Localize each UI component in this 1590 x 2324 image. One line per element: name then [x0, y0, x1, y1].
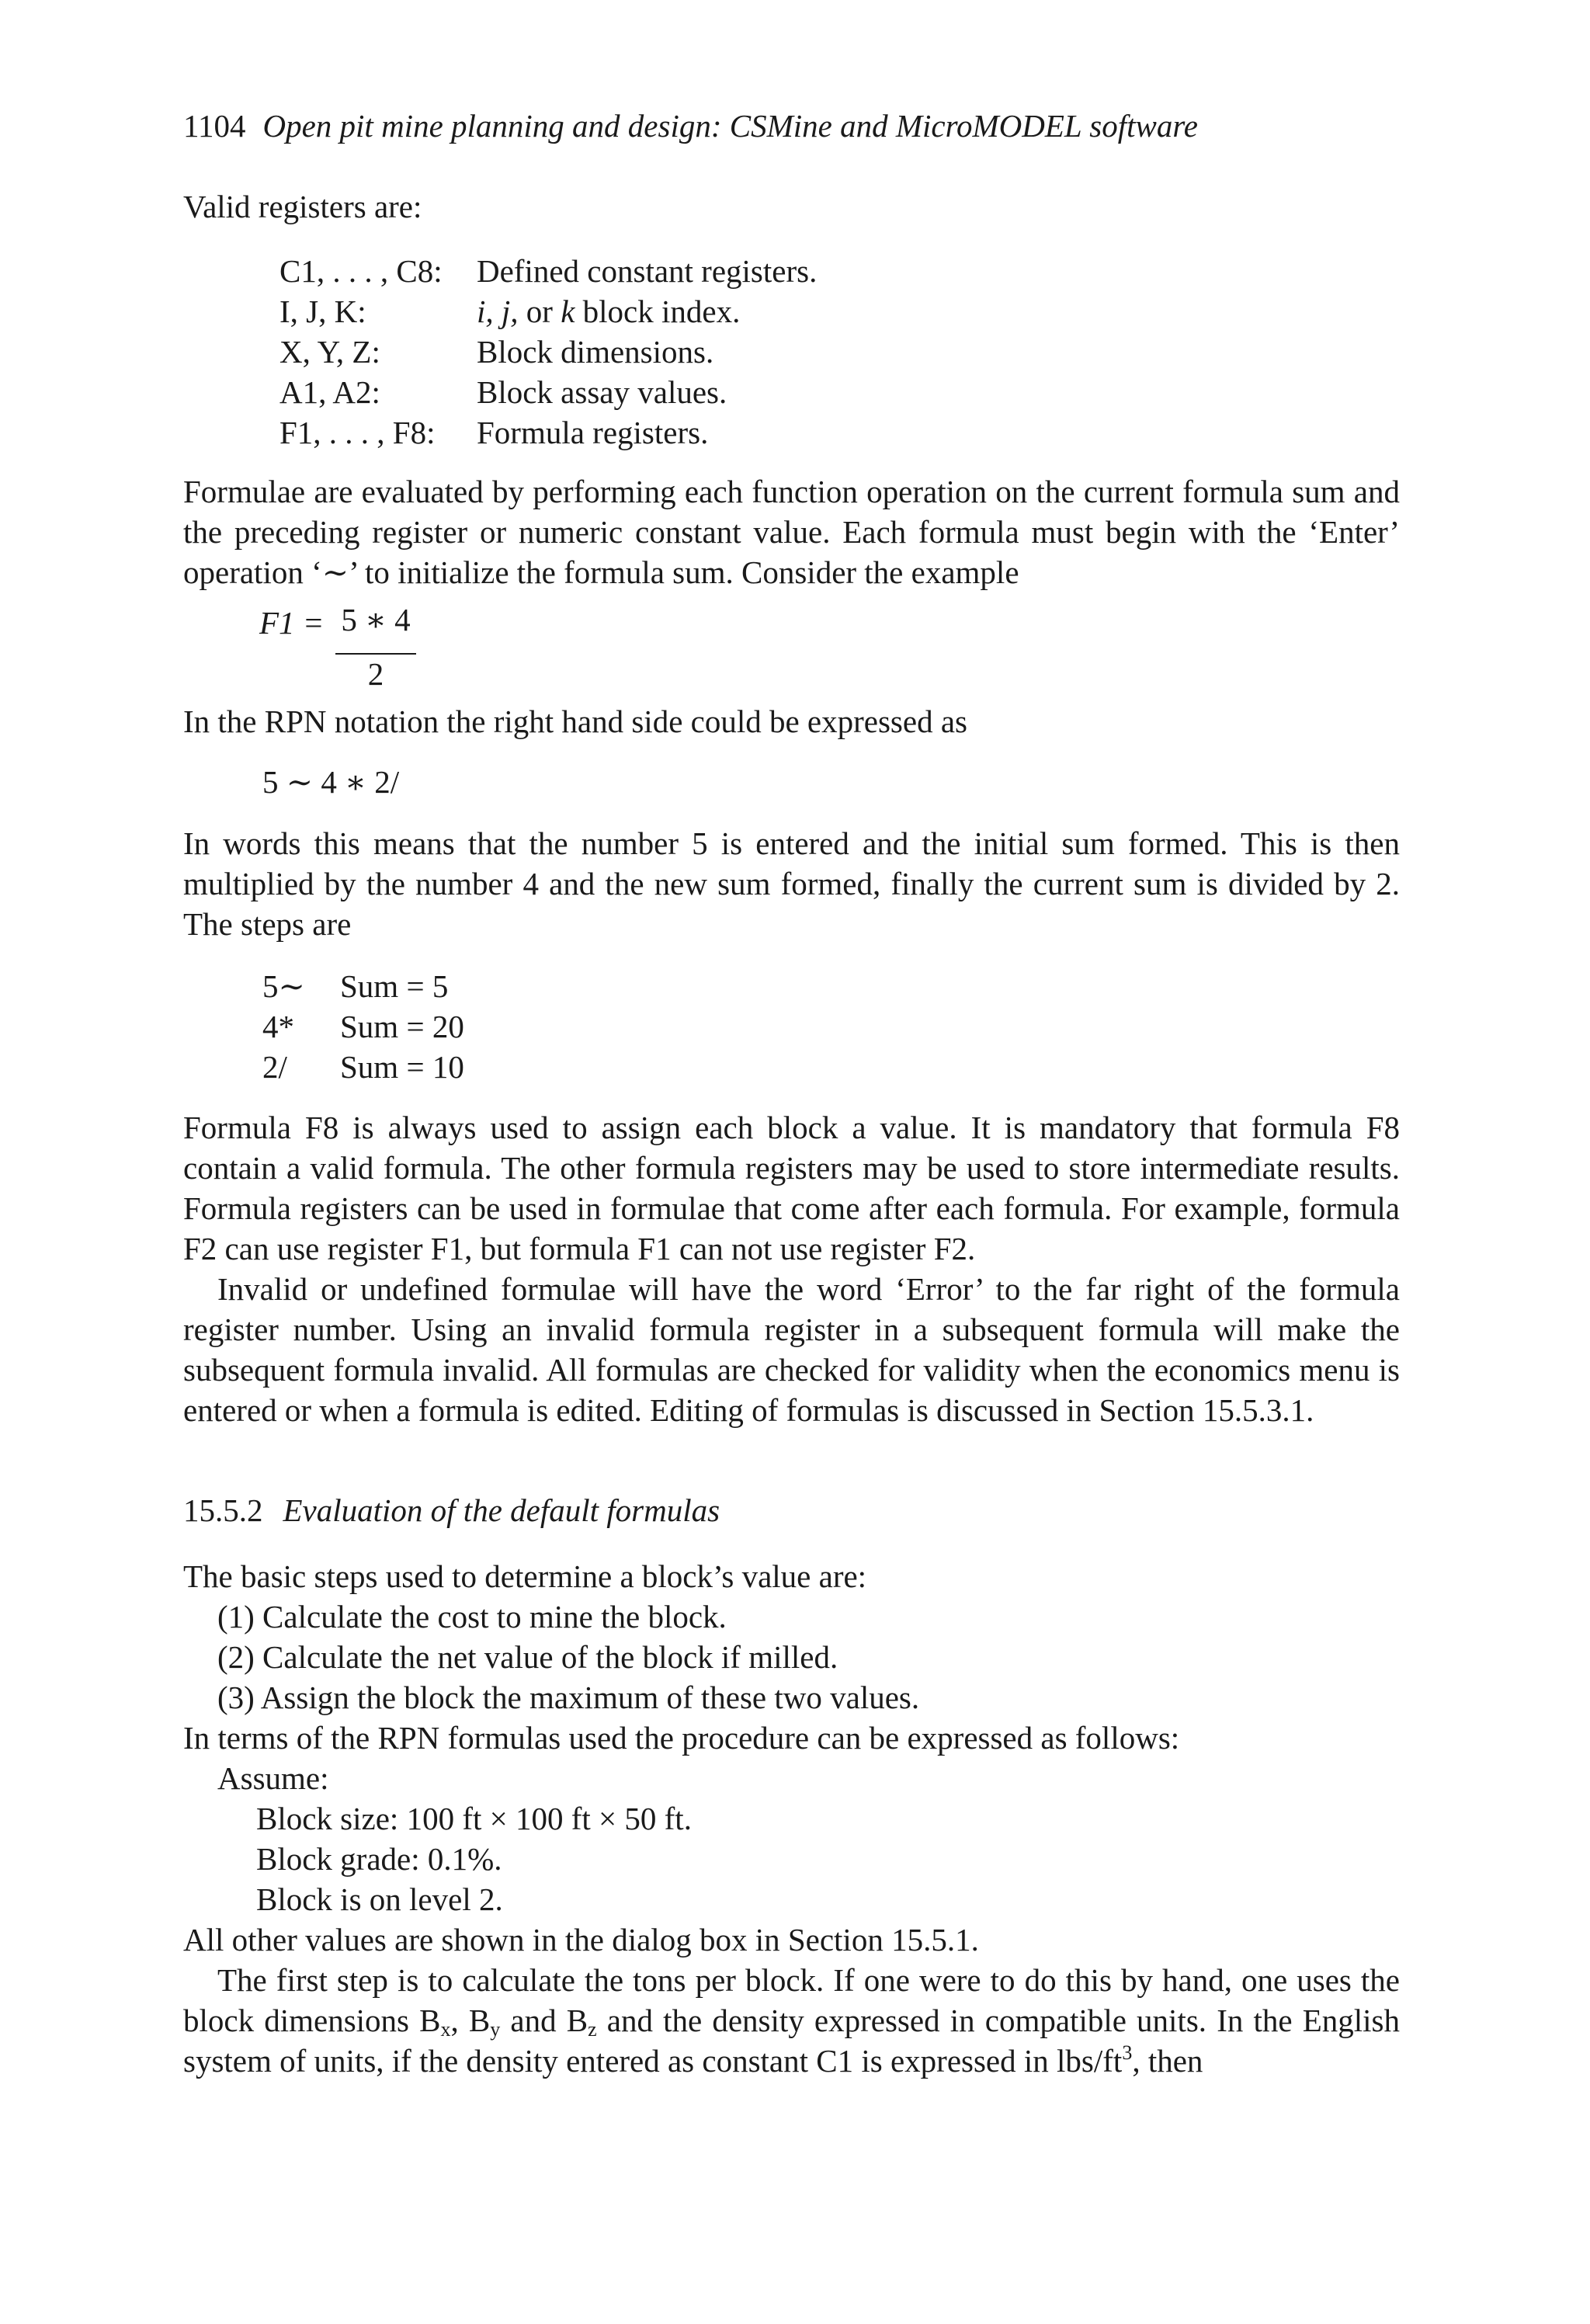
- paragraph-formula-evaluation: Formulae are evaluated by performing each function operation on the current formula sum and the preceding register or numeric constant value. Each formula must begin with the ‘Enter’ operation ‘∼’ to initialize the formula sum. Consider the example: [183, 474, 1400, 590]
- paragraph-tons-per-block: [183, 1960, 1400, 2081]
- section-number: 15.5.2: [183, 1492, 263, 1528]
- superscript-3: 3: [1122, 2041, 1133, 2064]
- section-title: Evaluation of the default formulas: [283, 1492, 720, 1528]
- register-desc: Block dimensions.: [477, 334, 714, 370]
- register-desc-k: k: [561, 294, 575, 329]
- register-key: C1, . . . , C8:: [279, 253, 443, 289]
- running-title: Open pit mine planning and design: CSMine and MicroMODEL software: [262, 108, 1198, 144]
- basic-step-item: (2) Calculate the net value of the block if milled.: [217, 1639, 838, 1675]
- paragraph-formula-f8: Formula F8 is always used to assign each block a value. It is mandatory that formula F8 contain a valid formula. The other formula registers may be used to store intermediate results. Formula registers can be used in formulae that come after each formula. For example, formula F2 can use register F1, but formula F1 can not use register F2.: [183, 1110, 1400, 1266]
- tons-text-4: and the density expressed in compatible units. In the English system of units, if the density entered as constant C1 is expressed in lbs/ft: [183, 2003, 1400, 2079]
- equation-fraction: [335, 604, 416, 690]
- register-row: [279, 251, 817, 291]
- registers-intro: Valid registers are:: [183, 189, 422, 224]
- basic-step-item: (1) Calculate the cost to mine the block.: [217, 1599, 727, 1634]
- assumption-item: Block is on level 2.: [256, 1881, 503, 1917]
- step-sum: Sum = 20: [340, 1009, 464, 1044]
- rpn-expression: 5 ∼ 4 ∗ 2/: [262, 764, 400, 800]
- register-desc: Formula registers.: [477, 415, 709, 450]
- register-key: A1, A2:: [279, 374, 380, 410]
- assumption-item: Block size: 100 ft × 100 ft × 50 ft.: [256, 1801, 692, 1836]
- registers-list: [279, 251, 817, 453]
- tons-text-3: and B: [500, 2003, 588, 2038]
- register-desc: Defined constant registers.: [477, 253, 818, 289]
- step-row: [262, 1047, 464, 1087]
- steps-list: [262, 966, 464, 1087]
- paragraph-invalid-formulae: Invalid or undefined formulae will have the word ‘Error’ to the far right of the formula register number. Using an invalid formula register in a subsequent formula will make the subsequent formula invalid. All formulas are checked for validity when the economics menu is entered or when a formula is edited. Editing of formulas is discussed in Section 15.5.3.1.: [183, 1271, 1400, 1428]
- rpn-procedure-intro: In terms of the RPN formulas used the procedure can be expressed as follows:: [183, 1720, 1180, 1756]
- step-op: 4*: [262, 1009, 294, 1044]
- paragraph-rpn-notation: In the RPN notation the right hand side could be expressed as: [183, 703, 967, 739]
- step-row: [262, 1006, 464, 1047]
- assume-label: Assume:: [217, 1760, 329, 1796]
- tons-text-2: , B: [450, 2003, 491, 2038]
- equation-lhs: F1 =: [259, 605, 325, 641]
- paragraph-in-words: In words this means that the number 5 is entered and the initial sum formed. This is then multiplied by the number 4 and the new sum formed, finally the current sum is divided by 2. The steps are: [183, 825, 1400, 942]
- register-key: I, J, K:: [279, 294, 366, 329]
- register-row: [279, 372, 817, 412]
- tons-text-1: The first step is to calculate the tons per block. If one were to do this by hand, one uses the block dimensions B: [183, 1962, 1400, 2038]
- register-key: F1, . . . , F8:: [279, 415, 436, 450]
- subscript-z: z: [588, 2018, 597, 2041]
- register-desc-or: or: [518, 294, 561, 329]
- register-row: [279, 332, 817, 372]
- page-header: [183, 106, 1198, 146]
- step-row: [262, 966, 464, 1006]
- register-desc-ij: i, j,: [477, 294, 519, 329]
- subscript-x: x: [440, 2018, 451, 2041]
- step-op: 5∼: [262, 968, 305, 1004]
- register-key: X, Y, Z:: [279, 334, 380, 370]
- step-sum: Sum = 10: [340, 1049, 464, 1085]
- fraction-numerator: 5 ∗ 4: [341, 602, 411, 637]
- basic-step-item: (3) Assign the block the maximum of these two values.: [217, 1680, 920, 1715]
- step-sum: Sum = 5: [340, 968, 449, 1004]
- tons-text-5: , then: [1132, 2043, 1203, 2079]
- fraction-denominator: 2: [367, 656, 384, 692]
- basic-steps-intro: The basic steps used to determine a block’s value are:: [183, 1558, 867, 1594]
- register-desc: [477, 291, 817, 332]
- assumption-item: Block grade: 0.1%.: [256, 1841, 502, 1877]
- register-row: [279, 412, 817, 453]
- subscript-y: y: [490, 2018, 501, 2041]
- register-desc: Block assay values.: [477, 374, 727, 410]
- other-values-note: All other values are shown in the dialog box in Section 15.5.1.: [183, 1922, 979, 1958]
- register-desc-rest: block index.: [575, 294, 741, 329]
- register-row: [279, 291, 817, 332]
- step-op: 2/: [262, 1049, 287, 1085]
- page-number: 1104: [183, 108, 246, 144]
- section-heading: [183, 1490, 720, 1530]
